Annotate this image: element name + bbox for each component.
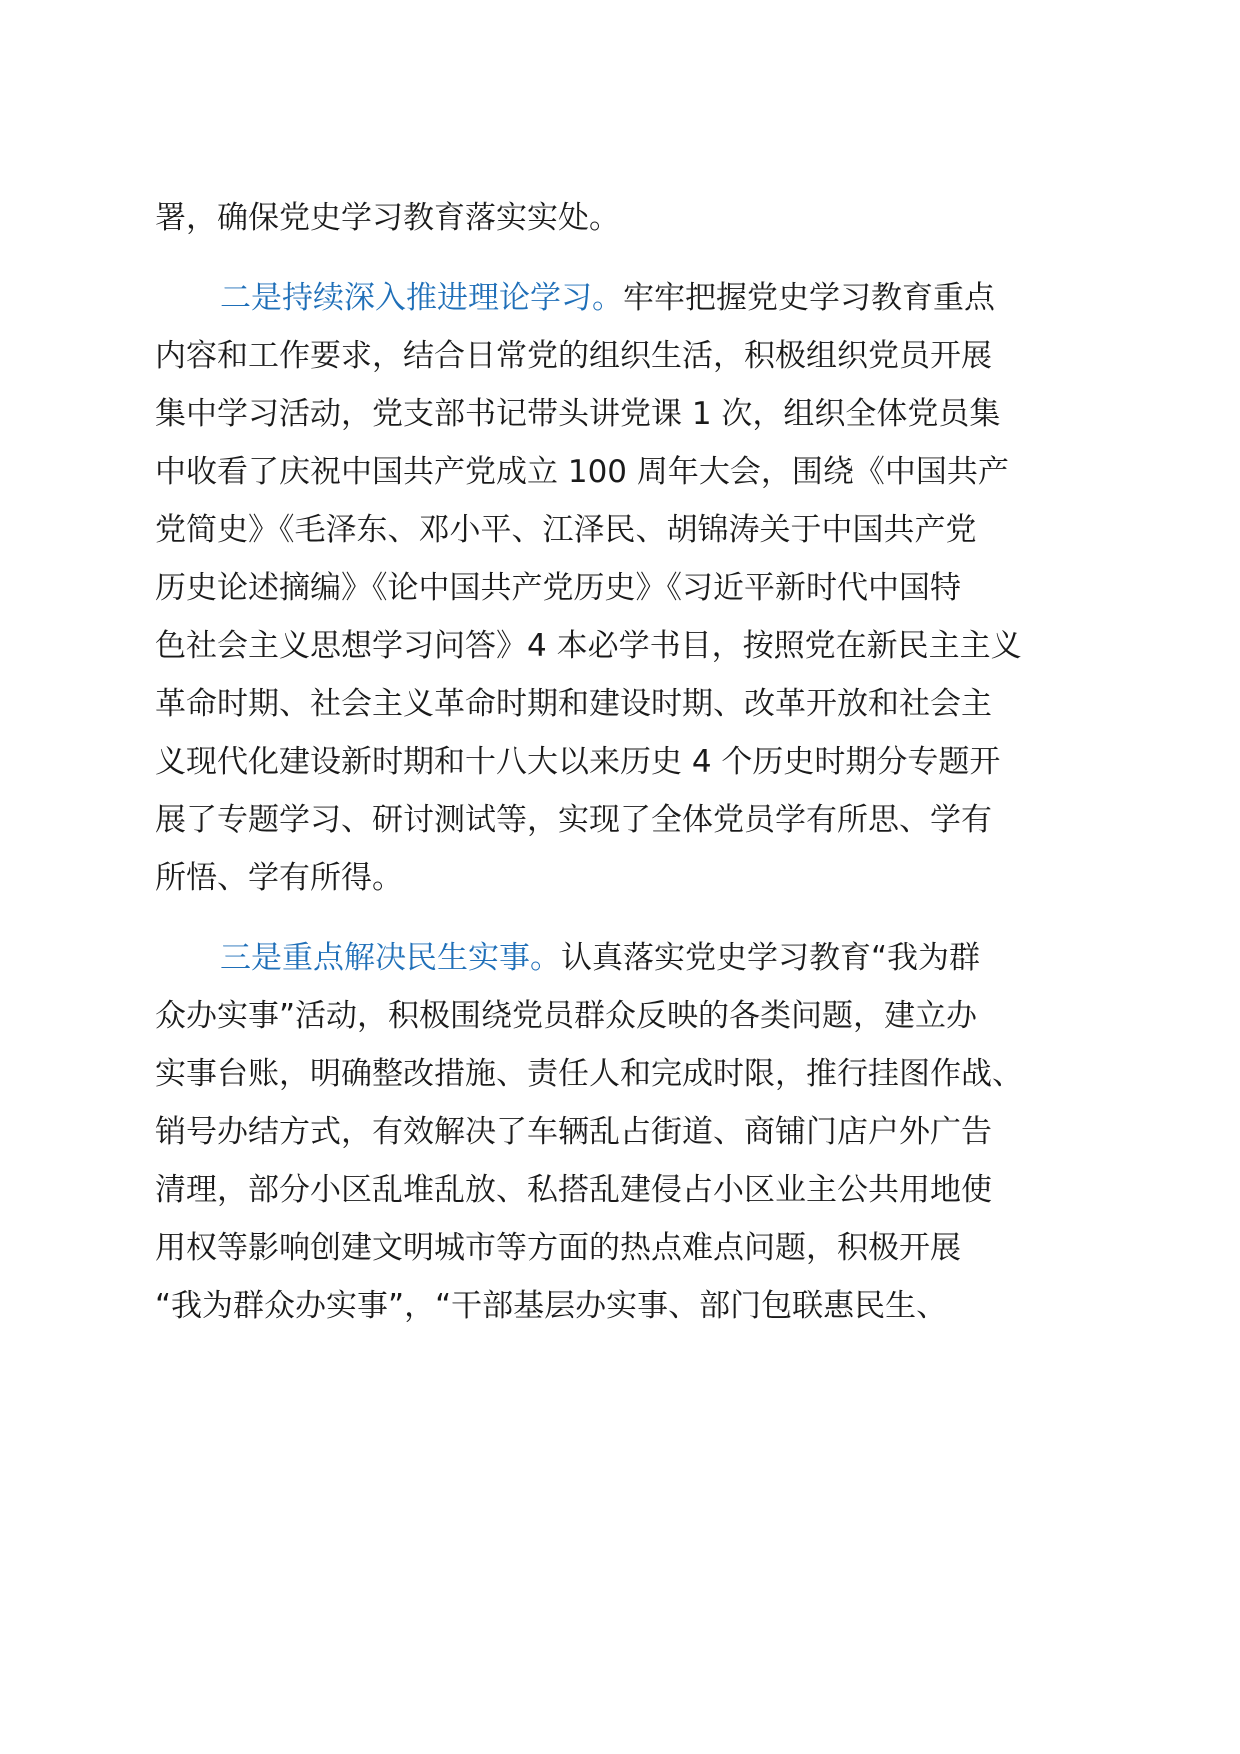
body-text: 实事台账，明确整改措施、责任人和完成时限，推行挂图作战、: [155, 1056, 1023, 1092]
paragraph-2-line-9: [155, 740, 1095, 784]
paragraph-3-line-7: [155, 1284, 1095, 1328]
paragraph-2-line-1: [220, 276, 1095, 320]
body-text: 历史论述摘编》《论中国共产党历史》《习近平新时代中国特: [155, 570, 961, 606]
paragraph-2-line-10: [155, 798, 1095, 842]
paragraph-1-line-1: [155, 196, 1095, 240]
body-text: 展了专题学习、研讨测试等，实现了全体党员学有所思、学有: [155, 802, 992, 838]
body-text: 认真落实党史学习教育“我为群: [561, 940, 981, 976]
body-text: 革命时期、社会主义革命时期和建设时期、改革开放和社会主: [155, 686, 992, 722]
body-text: 牢牢把握党史学习教育重点: [623, 280, 995, 316]
paragraph-3-line-3: [155, 1052, 1095, 1096]
body-text: 色社会主义思想学习问答》4 本必学书目，按照党在新民主主义: [155, 628, 1022, 664]
body-text: 用权等影响创建文明城市等方面的热点难点问题，积极开展: [155, 1230, 961, 1266]
paragraph-2-line-6: [155, 566, 1095, 610]
paragraph-2-line-3: [155, 392, 1095, 436]
body-text: 清理，部分小区乱堆乱放、私搭乱建侵占小区业主公共用地使: [155, 1172, 992, 1208]
paragraph-3-line-1: [220, 936, 1095, 980]
paragraph-2-line-2: [155, 334, 1095, 378]
paragraph-2-line-4: [155, 450, 1095, 494]
paragraph-3-line-5: [155, 1168, 1095, 1212]
paragraph-2-line-5: [155, 508, 1095, 552]
body-text: 中收看了庆祝中国共产党成立 100 周年大会，围绕《中国共产: [155, 454, 1009, 490]
body-text: 所悟、学有所得。: [155, 860, 403, 896]
body-text: 集中学习活动，党支部书记带头讲党课 1 次，组织全体党员集: [155, 396, 1001, 432]
body-text: 党简史》《毛泽东、邓小平、江泽民、胡锦涛关于中国共产党: [155, 512, 977, 548]
paragraph-2-line-7: [155, 624, 1095, 668]
paragraph-2-line-11: [155, 856, 1095, 900]
body-text: 销号办结方式，有效解决了车辆乱占街道、商铺门店户外广告: [155, 1114, 992, 1150]
body-text: 内容和工作要求，结合日常党的组织生活，积极组织党员开展: [155, 338, 992, 374]
paragraph-2-line-8: [155, 682, 1095, 726]
body-text: 众办实事”活动，积极围绕党员群众反映的各类问题，建立办: [155, 998, 978, 1034]
section-heading-theory-study: 二是持续深入推进理论学习。: [220, 280, 623, 316]
paragraph-3-line-4: [155, 1110, 1095, 1154]
body-text: “我为群众办实事”，“干部基层办实事、部门包联惠民生、: [155, 1288, 948, 1324]
section-heading-livelihood: 三是重点解决民生实事。: [220, 940, 561, 976]
paragraph-3-line-6: [155, 1226, 1095, 1270]
body-text: 署，确保党史学习教育落实实处。: [155, 200, 620, 236]
body-text: 义现代化建设新时期和十八大以来历史 4 个历史时期分专题开: [155, 744, 1001, 780]
paragraph-3-line-2: [155, 994, 1095, 1038]
